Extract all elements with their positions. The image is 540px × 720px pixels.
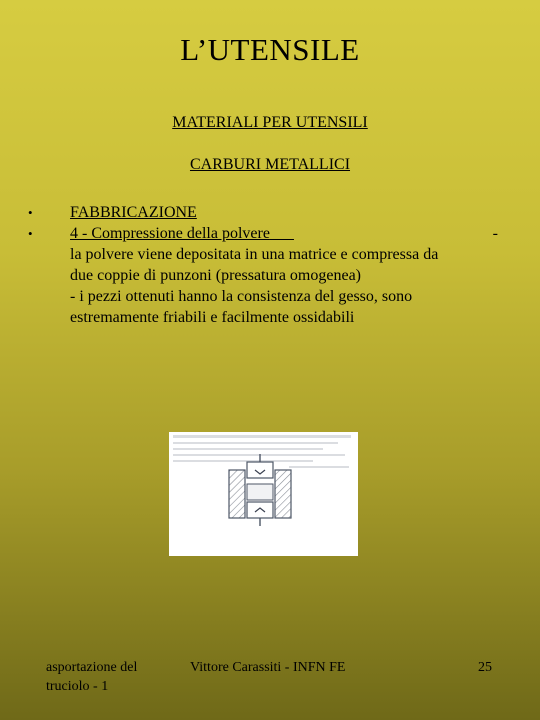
slide-title: L’UTENSILE (180, 32, 360, 67)
footer-course-label (46, 658, 156, 696)
footer-course-line: asportazione del (46, 660, 138, 675)
page-number: 25 (478, 660, 492, 675)
bullet-list (28, 202, 498, 328)
left-die-wall (229, 470, 245, 518)
bullet-line: due coppie di punzoni (pressatura omogenea) (70, 267, 362, 284)
bullet-item-fabbricazione (28, 202, 498, 223)
bullet-dot-icon: • (28, 226, 33, 241)
section-subtitle: MATERIALI PER UTENSILI (172, 114, 368, 131)
bullet-item-compressione (28, 223, 498, 328)
bullet-dot-icon: • (28, 205, 33, 220)
right-die-wall (275, 470, 291, 518)
bullet-text-block (70, 223, 498, 328)
topic-subtitle: CARBURI METALLICI (189, 156, 351, 173)
pressing-diagram-svg (169, 432, 358, 556)
footer-course-line: truciolo - 1 (46, 679, 109, 694)
bullet-text: FABBRICAZIONE (70, 204, 197, 221)
bullet-head (70, 225, 294, 242)
bullet-line: la polvere viene depositata in una matrice e compressa da (70, 246, 439, 263)
footer-author: Vittore Carassiti - INFN FE (190, 660, 346, 675)
bullet-head-text: 4 - Compressione della polvere (70, 225, 270, 242)
pressing-diagram-image (169, 432, 358, 556)
bullet-dash: - (492, 225, 498, 242)
bullet-line: - i pezzi ottenuti hanno la consistenza del gesso, sono (70, 288, 413, 305)
bullet-line: estremamente friabili e facilmente ossidabili (70, 309, 355, 326)
bullet-head-line (70, 223, 498, 244)
lower-punch (247, 502, 273, 518)
powder-cavity (247, 484, 273, 500)
upper-punch (247, 462, 273, 478)
